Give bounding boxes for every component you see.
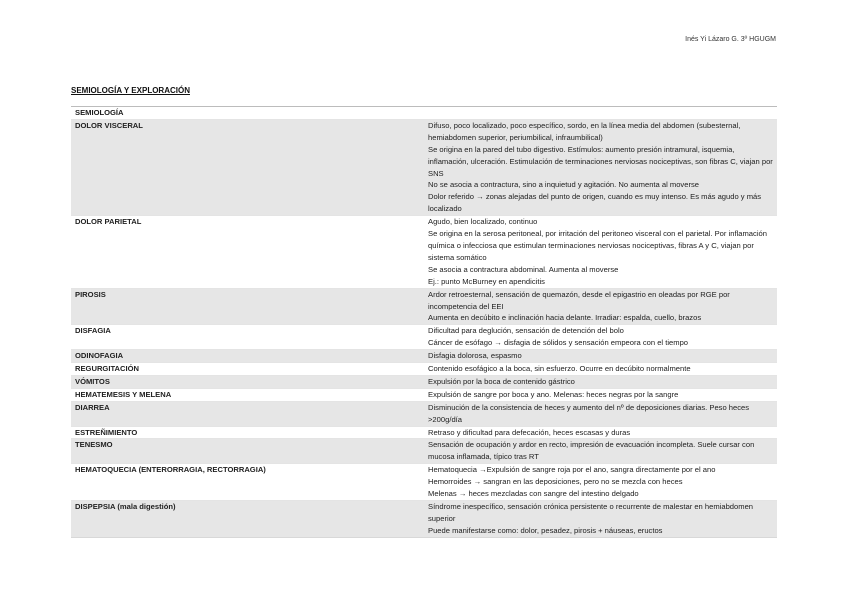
description-cell bbox=[424, 464, 777, 501]
term-cell: ESTREÑIMIENTO bbox=[71, 426, 424, 439]
description-cell bbox=[424, 501, 777, 538]
description-line: Expulsión de sangre por boca y ano. Melenas: heces negras por la sangre bbox=[428, 389, 679, 399]
table-row bbox=[71, 288, 777, 325]
table-row bbox=[71, 119, 777, 215]
description-line: Dificultad para deglución, sensación de detención del bolo bbox=[428, 326, 624, 336]
term-cell: HEMATOQUECIA (ENTERORRAGIA, RECTORRAGIA) bbox=[71, 464, 424, 501]
description-line: Síndrome inespecífico, sensación crónica persistente o recurrente de malestar en hemiabdomen superior bbox=[428, 502, 754, 523]
description-line: Cáncer de esófago → disfagia de sólidos y sensación empeora con el tiempo bbox=[428, 338, 689, 348]
section-title: SEMIOLOGÍA Y EXPLORACIÓN bbox=[71, 86, 190, 95]
description-cell bbox=[424, 426, 777, 439]
table-header-cell: SEMIOLOGÍA bbox=[71, 107, 777, 120]
table-header-row bbox=[71, 107, 777, 120]
author-header-note: Inés Yi Lázaro G. 3º HGUGM bbox=[685, 36, 776, 43]
term-cell: DOLOR VISCERAL bbox=[71, 119, 424, 215]
term-cell: DOLOR PARIETAL bbox=[71, 216, 424, 288]
term-cell: PIROSIS bbox=[71, 288, 424, 325]
term-cell: REGURGITACIÓN bbox=[71, 363, 424, 376]
term-cell: DISPEPSIA (mala digestión) bbox=[71, 501, 424, 538]
description-line: Ej.: punto McBurney en apendicitis bbox=[428, 276, 545, 286]
description-cell bbox=[424, 388, 777, 401]
description-line: Puede manifestarse como: dolor, pesadez, pirosis + náuseas, eructos bbox=[428, 525, 663, 535]
description-line: Ardor retroesternal, sensación de quemazón, desde el epigastrio en oleadas por RGE por incompetencia del EEI bbox=[428, 289, 730, 311]
description-cell bbox=[424, 288, 777, 325]
description-cell bbox=[424, 119, 777, 215]
term-cell: VÓMITOS bbox=[71, 375, 424, 388]
description-cell bbox=[424, 363, 777, 376]
table-row bbox=[71, 426, 777, 439]
description-line: Se origina en la serosa peritoneal, por irritación del peritoneo visceral con el parietal. Por inflamación química o infecciosa que estimulan terminaciones nerviosas nociceptivas, fibras A y C, viajan por sistema somático bbox=[428, 229, 767, 262]
table-row bbox=[71, 216, 777, 288]
description-line: Agudo, bien localizado, continuo bbox=[428, 217, 538, 227]
table-row bbox=[71, 501, 777, 538]
description-cell bbox=[424, 216, 777, 288]
description-cell bbox=[424, 375, 777, 388]
description-line: Disminución de la consistencia de heces y aumento del nº de deposiciones diarias. Peso heces >200g/día bbox=[428, 402, 750, 424]
description-line: Se origina en la pared del tubo digestivo. Estímulos: aumento presión intramural, isquemia, inflamación, ulceración. Estimulación de terminaciones nerviosas nociceptivas, son fibras C, viajan por SNS bbox=[428, 144, 773, 178]
term-cell: DISFAGIA bbox=[71, 325, 424, 350]
description-line: Hemorroides → sangran en las deposiciones, pero no se mezcla con heces bbox=[428, 477, 683, 487]
table-row bbox=[71, 325, 777, 350]
table-row bbox=[71, 363, 777, 376]
description-cell bbox=[424, 401, 777, 426]
term-cell: DIARREA bbox=[71, 401, 424, 426]
description-line: Melenas → heces mezcladas con sangre del intestino delgado bbox=[428, 489, 639, 499]
description-line: Contenido esofágico a la boca, sin esfuerzo. Ocurre en decúbito normalmente bbox=[428, 364, 691, 374]
table-row bbox=[71, 350, 777, 363]
table-row bbox=[71, 401, 777, 426]
description-line: Expulsión por la boca de contenido gástrico bbox=[428, 376, 575, 386]
term-cell: TENESMO bbox=[71, 439, 424, 464]
description-line: Sensación de ocupación y ardor en recto, impresión de evacuación incompleta. Suele cursar con mucosa inflamada, típico tras RT bbox=[428, 440, 755, 462]
description-cell bbox=[424, 439, 777, 464]
table-row bbox=[71, 439, 777, 464]
description-line: Difuso, poco localizado, poco específico, sordo, en la línea media del abdomen (subesternal, hemiabdomen superior, periumbilical, infraumbilical) bbox=[428, 120, 741, 142]
description-line: Dolor referido → zonas alejadas del punto de origen, cuando es muy intenso. Es más agudo y más localizado bbox=[428, 192, 762, 214]
description-cell bbox=[424, 325, 777, 350]
description-line: Aumenta en decúbito e inclinación hacia delante. Irradiar: espalda, cuello, brazos bbox=[428, 313, 702, 323]
description-line: No se asocia a contractura, sino a inquietud y agitación. No aumenta al moverse bbox=[428, 180, 699, 190]
description-cell bbox=[424, 350, 777, 363]
term-cell: ODINOFAGIA bbox=[71, 350, 424, 363]
table-row bbox=[71, 464, 777, 501]
semiology-table bbox=[71, 106, 777, 538]
description-line: Se asocia a contractura abdominal. Aumenta al moverse bbox=[428, 264, 619, 274]
description-line: Retraso y dificultad para defecación, heces escasas y duras bbox=[428, 427, 631, 437]
table-row bbox=[71, 375, 777, 388]
term-cell: HEMATEMESIS Y MELENA bbox=[71, 388, 424, 401]
description-line: Disfagia dolorosa, espasmo bbox=[428, 351, 522, 361]
table-row bbox=[71, 388, 777, 401]
description-line: Hematoquecia →Expulsión de sangre roja por el ano, sangra directamente por el ano bbox=[428, 465, 716, 475]
